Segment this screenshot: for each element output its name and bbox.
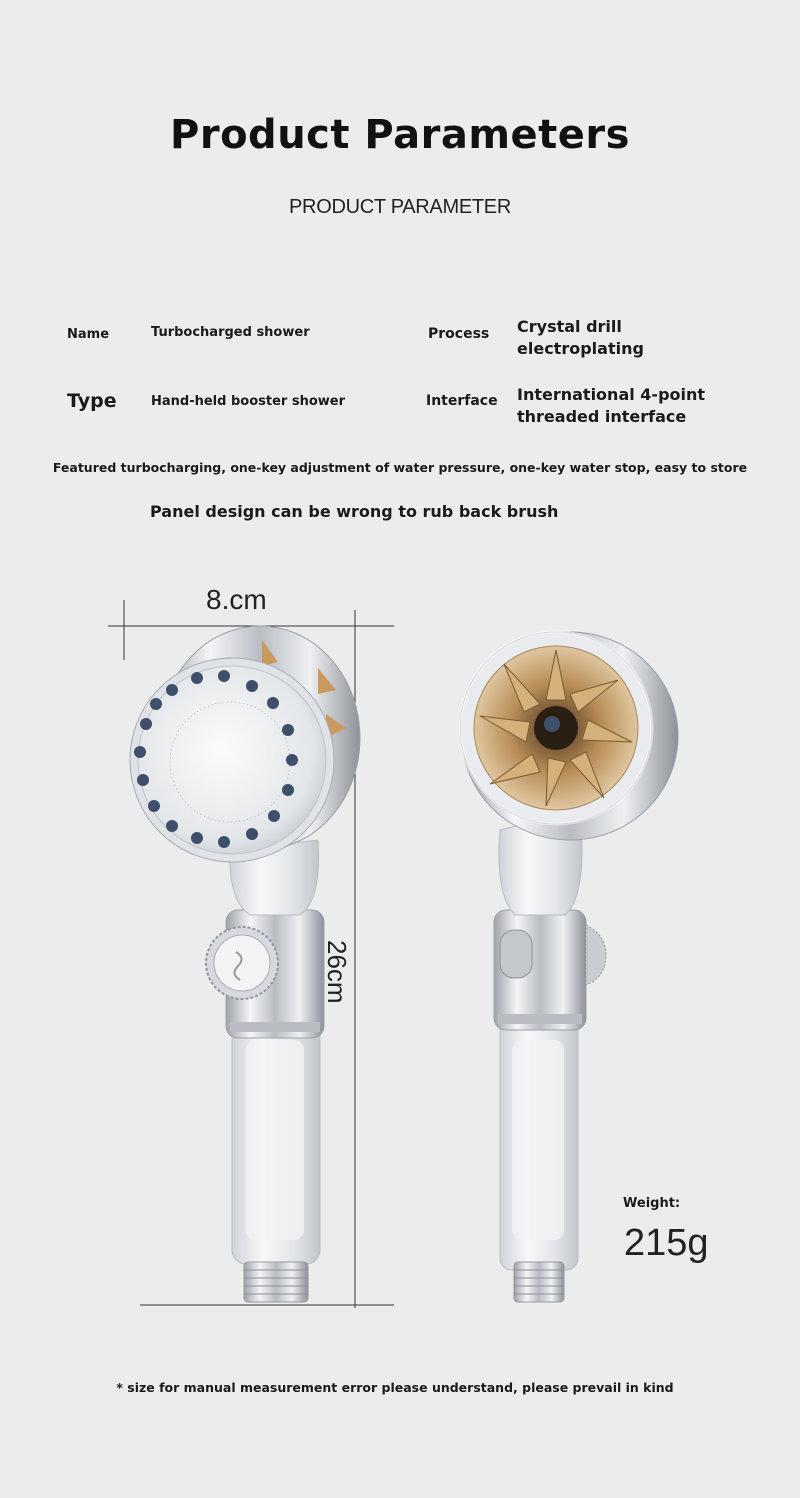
param-label-name: Name [67,327,110,342]
feature-description: Featured turbocharging, one-key adjustment of water pressure, one-key water stop, easy to store [52,460,748,475]
param-label-interface: Interface [426,393,498,409]
param-value-process: Crystal drill electroplating [517,317,644,358]
param-label-process: Process [428,326,490,342]
param-value-type: Hand-held booster shower [151,394,346,409]
weight-value: 215g [624,1222,709,1264]
height-dimension: 26cm [322,940,352,1004]
param-value-interface: International 4-point threaded interface [517,385,706,426]
weight-label: Weight: [623,1196,681,1211]
param-value-name: Turbocharged shower [151,325,310,340]
width-dimension: 8.cm [206,584,267,615]
measurement-footnote: * size for manual measurement error please understand, please prevail in kind [116,1380,674,1395]
page-subtitle: PRODUCT PARAMETER [289,196,511,218]
panel-description: Panel design can be wrong to rub back brush [150,502,559,521]
param-label-type: Type [67,390,117,412]
page-title: Product Parameters [170,112,630,158]
